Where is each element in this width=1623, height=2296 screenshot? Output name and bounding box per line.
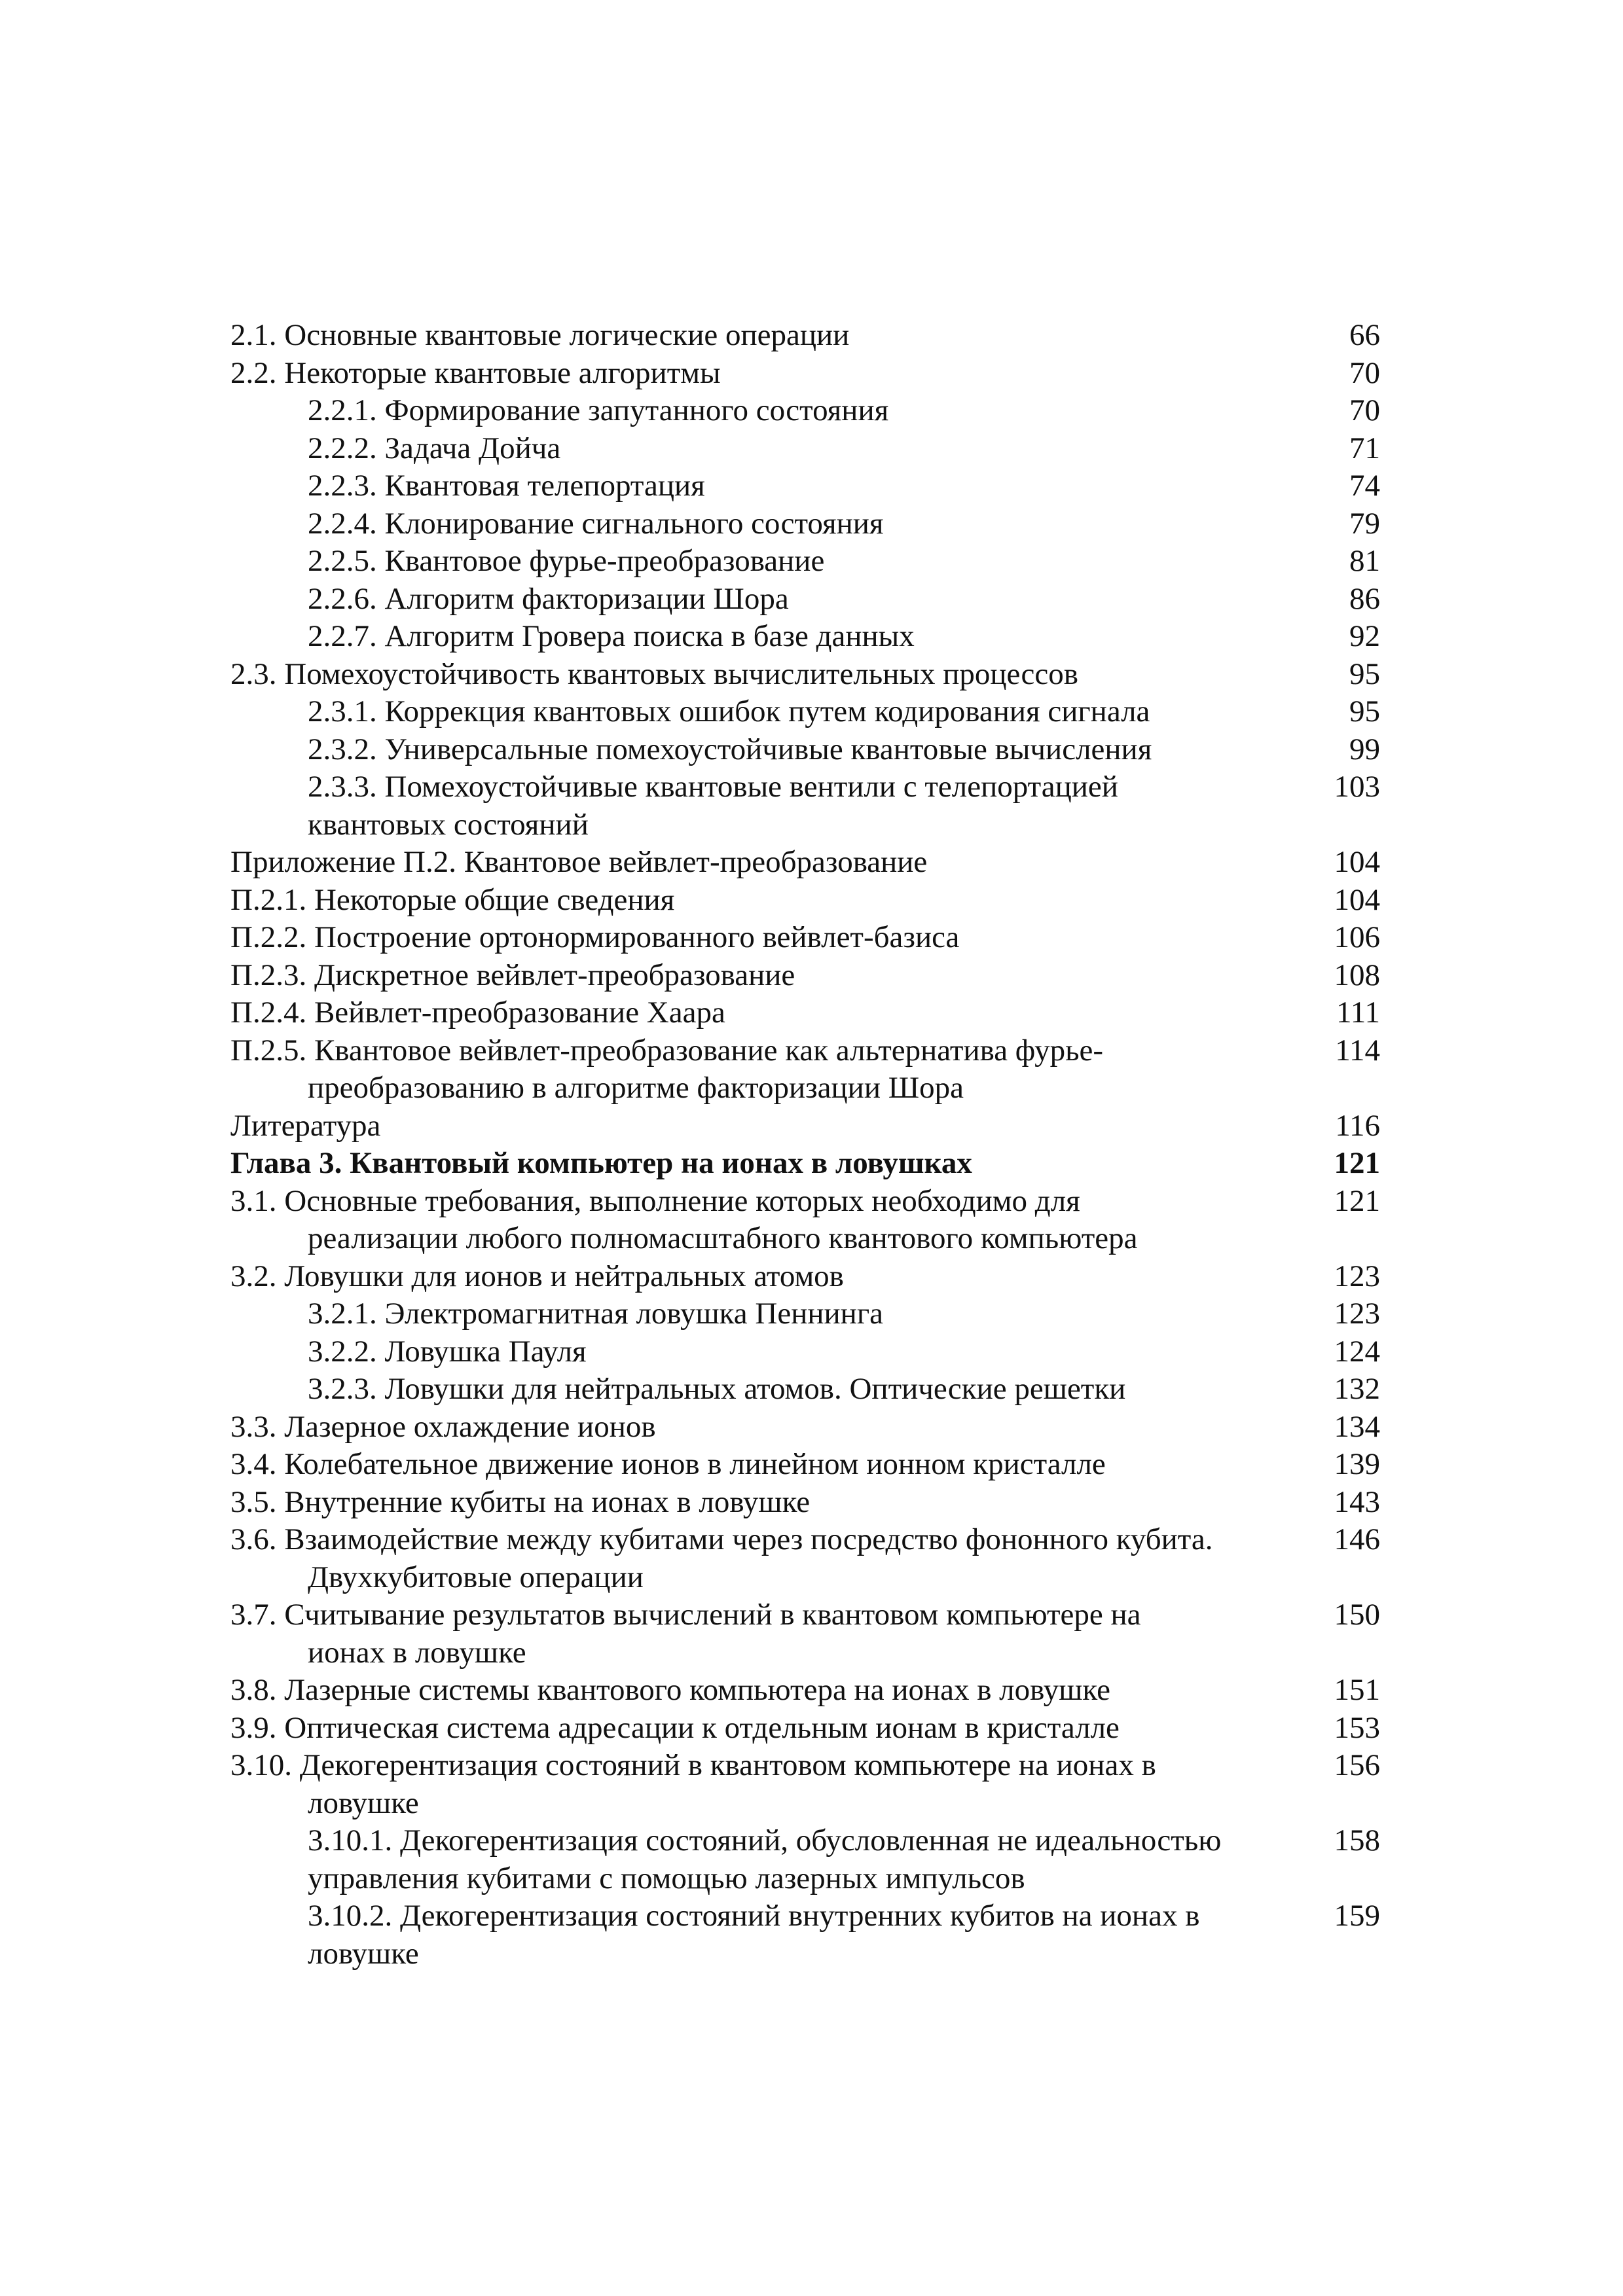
toc-entry-title — [230, 768, 1311, 844]
toc-entry — [230, 505, 1402, 543]
toc-entry-page: 95 — [1349, 656, 1380, 691]
toc-entry-title-continuation: квантовых состояний — [308, 807, 589, 842]
toc-entry — [230, 355, 1402, 393]
toc-entry — [230, 1672, 1402, 1710]
toc-entry-title: 3.4. Колебательное движение ионов в линейном ионном кристалле — [230, 1447, 1106, 1481]
toc-entry — [230, 392, 1402, 430]
toc-entry-title-continuation: ионах в ловушке — [308, 1635, 526, 1670]
toc-entry-title-continuation: ловушке — [308, 1785, 419, 1820]
toc-entry-page: 81 — [1349, 544, 1380, 578]
toc-entry-page: 95 — [1349, 694, 1380, 728]
toc-entry — [230, 1521, 1402, 1596]
toc-entry-title — [230, 1822, 1311, 1897]
toc-entry — [230, 467, 1402, 505]
toc-entry-page: 106 — [1334, 920, 1380, 954]
toc-entry-title-continuation: реализации любого полномасштабного квантового компьютера — [308, 1221, 1138, 1255]
toc-entry-page: 159 — [1334, 1899, 1380, 1933]
toc-entry-page: 139 — [1334, 1447, 1380, 1481]
toc-entry-title-continuation: преобразованию в алгоритме факторизации Шора — [308, 1071, 964, 1105]
toc-entry — [230, 1747, 1402, 1822]
toc-entry — [230, 994, 1402, 1032]
toc-entry-title: Литература — [230, 1108, 381, 1143]
toc-entry-title-line: 3.10. Декогерентизация состояний в квантовом компьютере на ионах в — [230, 1748, 1156, 1782]
toc-entry-page: 74 — [1349, 469, 1380, 503]
toc-entry — [230, 693, 1402, 731]
toc-entry-page: 108 — [1334, 958, 1380, 992]
toc-entry — [230, 1710, 1402, 1748]
toc-entry-title — [230, 1521, 1311, 1596]
toc-entry — [230, 1258, 1402, 1296]
toc-entry-title-line: 3.6. Взаимодействие между кубитами через посредство фононного кубита. — [230, 1522, 1213, 1556]
toc-entry — [230, 1446, 1402, 1484]
toc-chapter-entry — [230, 1145, 1402, 1183]
toc-entry-page: 66 — [1349, 318, 1380, 352]
toc-entry — [230, 768, 1402, 844]
toc-entry-page: 156 — [1334, 1748, 1380, 1782]
table-of-contents — [230, 317, 1402, 1973]
toc-entry — [230, 1596, 1402, 1672]
toc-entry-page: 134 — [1334, 1409, 1380, 1444]
toc-entry-title-line: 3.7. Считывание результатов вычислений в квантовом компьютере на — [230, 1598, 1141, 1632]
toc-entry-title-line: П.2.5. Квантовое вейвлет-преобразование как альтернатива фурье- — [230, 1033, 1104, 1067]
toc-entry-title: 2.2.5. Квантовое фурье-преобразование — [308, 544, 825, 578]
toc-entry — [230, 1295, 1402, 1333]
toc-entry-page: 111 — [1336, 996, 1380, 1030]
toc-entry-title: 2.2.1. Формирование запутанного состояния — [308, 393, 889, 427]
toc-entry-title: 2.2. Некоторые квантовые алгоритмы — [230, 355, 721, 390]
toc-entry-title — [230, 1032, 1311, 1107]
toc-entry-title: 2.3.2. Универсальные помехоустойчивые квантовые вычисления — [308, 732, 1152, 766]
toc-entry-page: 86 — [1349, 581, 1380, 616]
toc-entry-title-line: 3.10.1. Декогерентизация состояний, обусловленная не идеальностью — [308, 1823, 1222, 1857]
toc-entry-title: 2.2.7. Алгоритм Гровера поиска в базе данных — [308, 619, 915, 653]
toc-entry — [230, 1408, 1402, 1446]
toc-entry-title: 3.5. Внутренние кубиты на ионах в ловушке — [230, 1484, 811, 1519]
toc-entry — [230, 882, 1402, 920]
toc-entry-page: 114 — [1335, 1033, 1380, 1067]
toc-entry-title — [230, 1183, 1311, 1258]
toc-entry-title: 3.8. Лазерные системы квантового компьютера на ионах в ловушке — [230, 1673, 1110, 1707]
toc-entry — [230, 1032, 1402, 1107]
toc-entry-page: 151 — [1334, 1673, 1380, 1707]
toc-entry-title: 3.9. Оптическая система адресации к отдельным ионам в кристалле — [230, 1710, 1120, 1745]
toc-entry — [230, 919, 1402, 957]
toc-entry-title-line: 2.3.3. Помехоустойчивые квантовые вентили с телепортацией — [308, 770, 1118, 804]
toc-entry — [230, 430, 1402, 468]
toc-chapter-page: 121 — [1334, 1146, 1380, 1180]
toc-entry — [230, 957, 1402, 995]
toc-entry — [230, 1333, 1402, 1371]
toc-entry-title-line: 3.10.2. Декогерентизация состояний внутренних кубитов на ионах в — [308, 1899, 1200, 1933]
toc-entry-title: П.2.4. Вейвлет-преобразование Хаара — [230, 996, 725, 1030]
toc-entry-title: 2.2.6. Алгоритм факторизации Шора — [308, 581, 789, 616]
toc-entry-title — [230, 1897, 1311, 1973]
toc-entry-title-line: 3.1. Основные требования, выполнение которых необходимо для — [230, 1183, 1080, 1218]
toc-entry — [230, 656, 1402, 694]
toc-entry-title — [230, 1747, 1311, 1822]
toc-entry-title: П.2.2. Построение ортонормированного вейвлет-базиса — [230, 920, 960, 954]
toc-entry-title-continuation: ловушке — [308, 1936, 419, 1971]
toc-entry — [230, 844, 1402, 882]
toc-entry — [230, 1897, 1402, 1973]
toc-entry-page: 153 — [1334, 1710, 1380, 1745]
toc-entry — [230, 581, 1402, 619]
toc-entry-page: 104 — [1334, 845, 1380, 879]
toc-entry-title: 2.1. Основные квантовые логические операции — [230, 318, 850, 352]
toc-entry-title-continuation: Двухкубитовые операции — [308, 1560, 644, 1594]
toc-entry — [230, 1107, 1402, 1145]
toc-entry-title: 2.2.3. Квантовая телепортация — [308, 469, 705, 503]
toc-entry-page: 132 — [1334, 1372, 1380, 1406]
toc-entry-page: 123 — [1334, 1259, 1380, 1293]
toc-entry-page: 79 — [1349, 506, 1380, 541]
toc-entry — [230, 731, 1402, 769]
toc-chapter-title: Глава 3. Квантовый компьютер на ионах в ловушках — [230, 1146, 972, 1180]
toc-entry-page: 70 — [1349, 355, 1380, 390]
toc-entry-page: 158 — [1334, 1823, 1380, 1857]
toc-entry-page: 124 — [1334, 1334, 1380, 1369]
toc-entry-page: 103 — [1334, 770, 1380, 804]
toc-entry-title: 3.2.3. Ловушки для нейтральных атомов. Оптические решетки — [308, 1372, 1126, 1406]
toc-entry-title: 2.2.2. Задача Дойча — [308, 431, 561, 465]
toc-entry-page: 150 — [1334, 1598, 1380, 1632]
toc-entry-page: 92 — [1349, 619, 1380, 653]
toc-entry-page: 104 — [1334, 882, 1380, 917]
toc-entry — [230, 1371, 1402, 1408]
toc-entry-title: 2.2.4. Клонирование сигнального состояния — [308, 506, 884, 541]
toc-entry — [230, 1183, 1402, 1258]
toc-entry-page: 121 — [1334, 1183, 1380, 1218]
toc-entry — [230, 317, 1402, 355]
toc-entry-title: 3.3. Лазерное охлаждение ионов — [230, 1409, 656, 1444]
toc-entry-page: 70 — [1349, 393, 1380, 427]
toc-entry — [230, 1484, 1402, 1522]
toc-entry-title: 3.2. Ловушки для ионов и нейтральных атомов — [230, 1259, 844, 1293]
toc-entry — [230, 618, 1402, 656]
toc-entry-page: 123 — [1334, 1297, 1380, 1331]
toc-entry-title: 3.2.1. Электромагнитная ловушка Пеннинга — [308, 1297, 883, 1331]
toc-entry-page: 146 — [1334, 1522, 1380, 1556]
toc-entry-title: 2.3. Помехоустойчивость квантовых вычислительных процессов — [230, 656, 1078, 691]
toc-entry-page: 116 — [1335, 1108, 1380, 1143]
toc-entry-title: 2.3.1. Коррекция квантовых ошибок путем кодирования сигнала — [308, 694, 1150, 728]
toc-entry-page: 143 — [1334, 1484, 1380, 1519]
toc-entry-title: Приложение П.2. Квантовое вейвлет-преобразование — [230, 845, 928, 879]
toc-entry — [230, 543, 1402, 581]
toc-entry — [230, 1822, 1402, 1897]
toc-entry-title: П.2.1. Некоторые общие сведения — [230, 882, 675, 917]
toc-entry-page: 99 — [1349, 732, 1380, 766]
toc-entry-page: 71 — [1349, 431, 1380, 465]
toc-entry-title: 3.2.2. Ловушка Пауля — [308, 1334, 587, 1369]
toc-entry-title: П.2.3. Дискретное вейвлет-преобразование — [230, 958, 795, 992]
toc-entry-title-continuation: управления кубитами с помощью лазерных импульсов — [308, 1861, 1025, 1895]
toc-entry-title — [230, 1596, 1311, 1672]
